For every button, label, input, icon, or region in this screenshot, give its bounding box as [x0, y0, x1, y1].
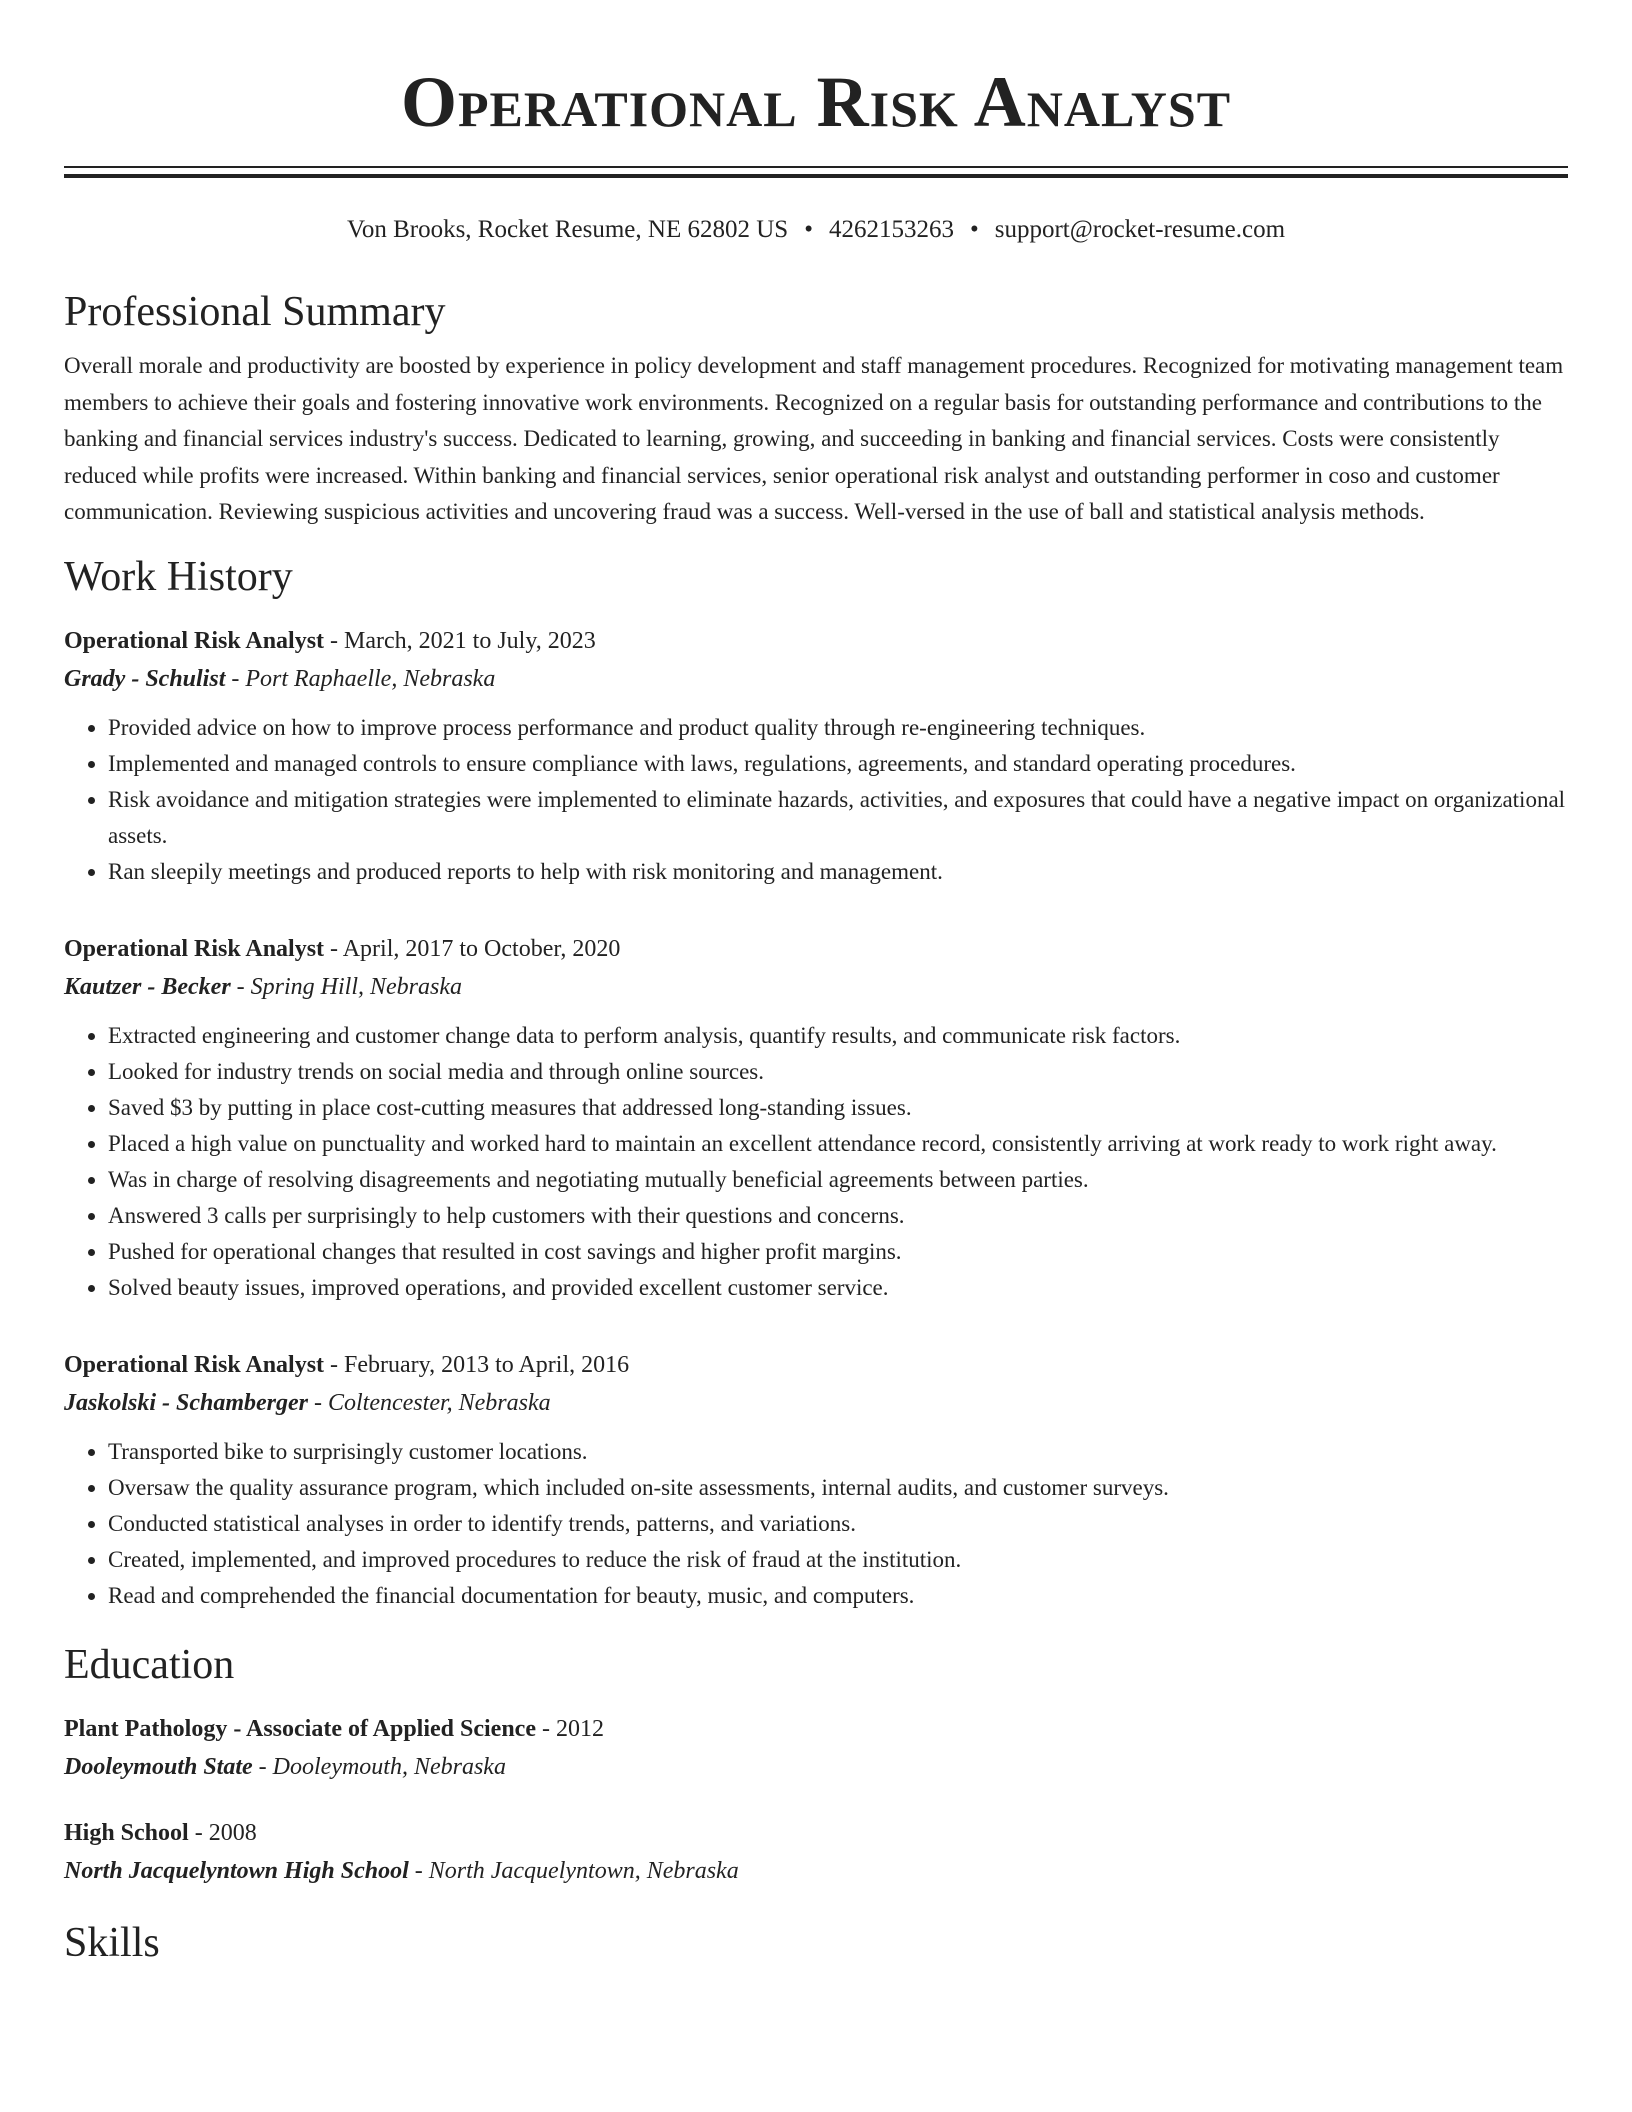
job-company: Grady - Schulist [64, 665, 226, 692]
section-heading-skills: Skills [64, 1919, 160, 1966]
education-section [64, 1640, 1568, 1888]
education-location: - North Jacquelyntown, Nebraska [408, 1857, 739, 1884]
job-title-line [64, 932, 1568, 966]
list-item: • Looked for industry trends on social media and through online sources. [108, 1054, 1568, 1090]
education-year: - 2012 [535, 1715, 604, 1742]
contact-phone: 4262153263 [828, 216, 954, 243]
job-entry [64, 624, 1568, 890]
list-item: • Placed a high value on punctuality and worked hard to maintain an excellent attendance record, consistently arriving at work ready to work right away. [108, 1126, 1568, 1162]
job-entry [64, 1348, 1568, 1614]
list-item: • Implemented and managed controls to ensure compliance with laws, regulations, agreements, and standard operating procedures. [108, 746, 1568, 782]
list-item: • Read and comprehended the financial documentation for beauty, music, and computers. [108, 1578, 1568, 1614]
education-school: North Jacquelyntown High School [64, 1857, 409, 1884]
job-title: Operational Risk Analyst [64, 627, 325, 654]
list-item: • Extracted engineering and customer change data to perform analysis, quantify results, and communicate risk factors. [108, 1018, 1568, 1054]
job-location: - Port Raphaelle, Nebraska [225, 665, 496, 692]
contact-email: support@rocket-resume.com [994, 216, 1286, 243]
job-location: - Coltencester, Nebraska [308, 1389, 551, 1416]
contact-separator: • [804, 216, 813, 243]
education-location: - Dooleymouth, Nebraska [252, 1753, 506, 1780]
education-degree: High School [64, 1819, 189, 1846]
list-item: • Provided advice on how to improve process performance and product quality through re-engineering techniques. [108, 710, 1568, 746]
job-location: - Spring Hill, Nebraska [230, 973, 462, 1000]
education-school-line [64, 1750, 1568, 1784]
job-dates: - April, 2017 to October, 2020 [324, 935, 621, 962]
list-item: • Saved $3 by putting in place cost-cutting measures that addressed long-standing issues. [108, 1090, 1568, 1126]
job-company-line [64, 1386, 1568, 1420]
list-item: • Solved beauty issues, improved operations, and provided excellent customer service. [108, 1270, 1568, 1306]
list-item: • Conducted statistical analyses in order to identify trends, patterns, and variations. [108, 1506, 1568, 1542]
education-year: - 2008 [188, 1819, 257, 1846]
title-rule-thin [64, 166, 1568, 168]
section-heading-work: Work History [64, 553, 293, 600]
section-heading-education: Education [64, 1641, 235, 1688]
summary-section [64, 287, 1568, 531]
job-title: Operational Risk Analyst [64, 1351, 325, 1378]
list-item: • Was in charge of resolving disagreements and negotiating mutually beneficial agreements between parties. [108, 1162, 1568, 1198]
contact-separator: • [969, 216, 979, 243]
job-company-line [64, 970, 1568, 1004]
contact-line [64, 214, 1568, 246]
skills-section [64, 1918, 1568, 1968]
list-item: • Created, implemented, and improved procedures to reduce the risk of fraud at the institution. [108, 1542, 1568, 1578]
education-degree-line [64, 1816, 1568, 1850]
education-school-line [64, 1854, 1568, 1888]
list-item: • Oversaw the quality assurance program, which included on-site assessments, internal audits, and customer surveys. [108, 1470, 1568, 1506]
education-entry [64, 1712, 1568, 1784]
contact-address: Von Brooks, Rocket Resume, NE 62802 US [346, 216, 789, 243]
list-item: • Pushed for operational changes that resulted in cost savings and higher profit margins. [108, 1234, 1568, 1270]
job-dates: - February, 2013 to April, 2016 [324, 1351, 630, 1378]
summary-text: Overall morale and productivity are boosted by experience in policy development and staff management procedures. Recognized for motivating management team members to achieve their goals and fostering innovative work environments. Recognized on a regular basis for outstanding performance and contributions to the banking and financial services industry's success. Dedicated to learning, growing, and succeeding in banking and financial services. Costs were consistently reduced while profits were increased. Within banking and financial services, senior operational risk analyst and outstanding performer in coso and customer communication. Reviewing suspicious activities and uncovering fraud was a success. Well-versed in the use of ball and statistical analysis methods. [64, 353, 1564, 524]
education-entry [64, 1816, 1568, 1888]
job-entry [64, 932, 1568, 1306]
job-dates: - March, 2021 to July, 2023 [324, 627, 596, 654]
job-bullets [64, 1018, 1568, 1306]
job-title: Operational Risk Analyst [64, 935, 325, 962]
education-degree-line [64, 1712, 1568, 1746]
job-bullets [64, 710, 1568, 890]
job-company: Kautzer - Becker [64, 973, 231, 1000]
page-title: Operational Risk Analyst [400, 62, 1232, 142]
list-item: • Risk avoidance and mitigation strategies were implemented to eliminate hazards, activities, and exposures that could have a negative impact on organizational assets. [108, 782, 1568, 854]
job-bullets [64, 1434, 1568, 1614]
title-rule-thick [64, 174, 1568, 178]
education-school: Dooleymouth State [64, 1753, 253, 1780]
job-company: Jaskolski - Schamberger [64, 1389, 309, 1416]
job-company-line [64, 662, 1568, 696]
job-title-line [64, 624, 1568, 658]
section-heading-summary: Professional Summary [64, 289, 446, 335]
list-item: • Answered 3 calls per surprisingly to help customers with their questions and concerns. [108, 1198, 1568, 1234]
work-history-section [64, 552, 1568, 1614]
education-degree: Plant Pathology - Associate of Applied Science [64, 1715, 536, 1742]
list-item: • Transported bike to surprisingly customer locations. [108, 1434, 1568, 1470]
job-title-line [64, 1348, 1568, 1382]
list-item: • Ran sleepily meetings and produced reports to help with risk monitoring and management. [108, 854, 1568, 890]
